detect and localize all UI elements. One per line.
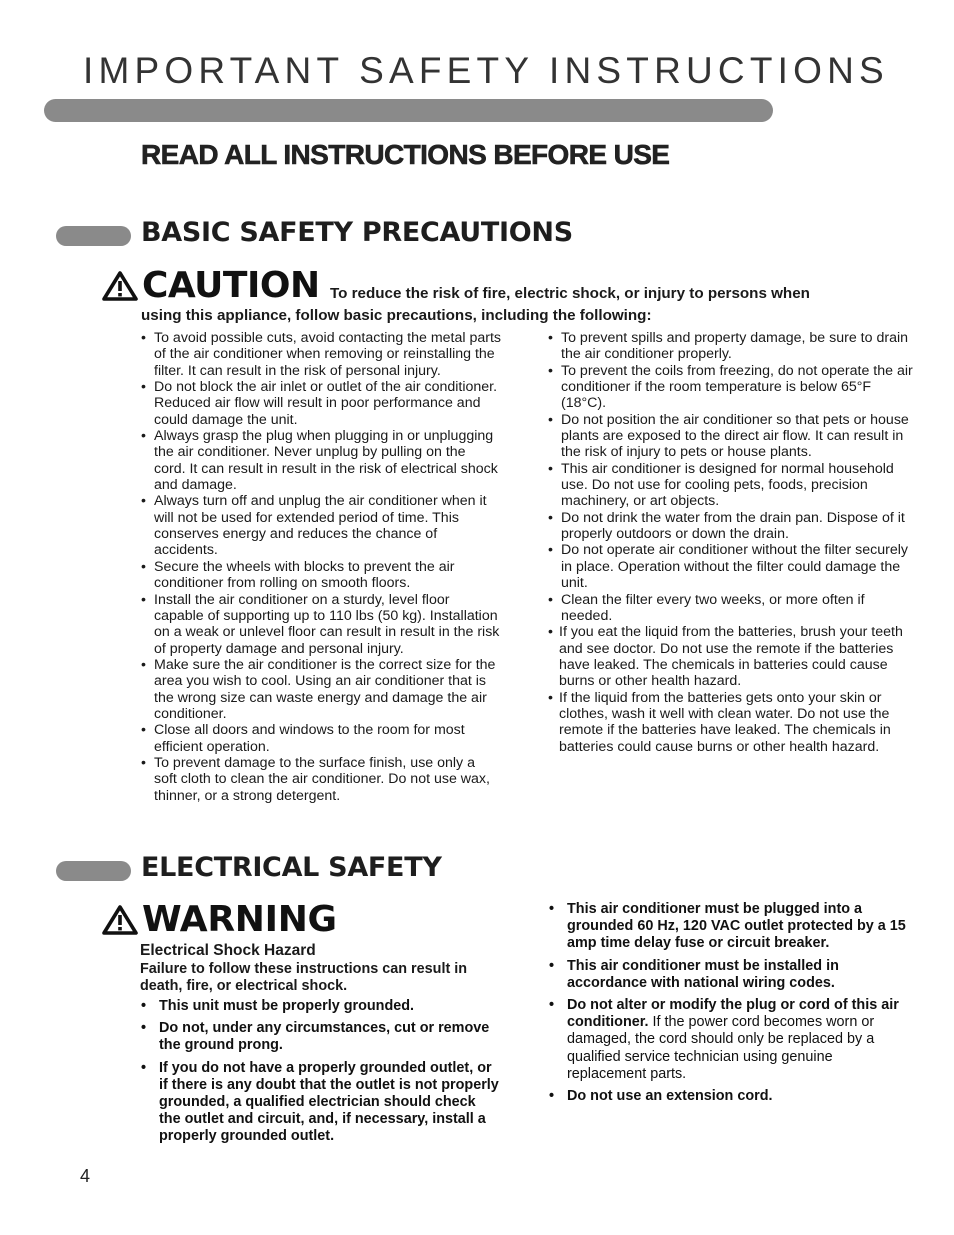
caution-label: CAUTION (142, 265, 320, 306)
hazard-description: Failure to follow these instructions can result in death, fire, or electrical shock. (140, 961, 468, 994)
electrical-safety-heading: ELECTRICAL SAFETY (141, 852, 442, 883)
list-item: • Close all doors and windows to the room for most efficient operation. (141, 722, 501, 755)
electrical-left-list (139, 998, 499, 1151)
list-item: • Always grasp the plug when plugging in or unplugging the air conditioner. Never unplug by pulling on the cord. It can result in result in the risk of electrical shock and damage. (141, 428, 501, 493)
read-all-heading: READ ALL INSTRUCTIONS BEFORE USE (141, 139, 670, 170)
list-item: • Do not use an extension cord. (547, 1088, 907, 1105)
list-item: • To avoid possible cuts, avoid contacting the metal parts of the air conditioner when removing or reinstalling the filter. It can result in the risk of personal injury. (141, 330, 501, 379)
caution-text-line-1: To reduce the risk of fire, electric shock, or injury to persons when (330, 285, 810, 302)
list-item: • To prevent damage to the surface finish, use only a soft cloth to clean the air conditioner. Do not use wax, thinner, or a strong detergent. (141, 755, 501, 804)
basic-precautions-right-list (548, 330, 913, 755)
list-item: • Always turn off and unplug the air conditioner when it will not be used for extended period of time. This conserves energy and reduces the chance of accidents. (141, 493, 501, 558)
caution-text-line-2: using this appliance, follow basic precautions, including the following: (141, 307, 652, 324)
list-item: • Do not, under any circumstances, cut or remove the ground prong. (139, 1020, 499, 1054)
list-item: • Clean the filter every two weeks, or more often if needed. (548, 592, 913, 625)
list-item: • This air conditioner is designed for normal household use. Do not use for cooling pets, foods, precision machinery, or art objects. (548, 461, 913, 510)
list-item: • Do not drink the water from the drain pan. Dispose of it properly outdoors or down the drain. (548, 510, 913, 543)
section-marker-electrical (56, 861, 131, 881)
section-marker-basic (56, 226, 131, 246)
caution-warning-triangle-icon (101, 270, 139, 302)
list-item: • Do not position the air conditioner so that pets or house plants are exposed to the direct air flow. It can result in the risk of injury to pets or house plants. (548, 412, 913, 461)
list-item: • This unit must be properly grounded. (139, 998, 499, 1015)
list-item-normal-text: If the power cord becomes worn or damaged, the cord should only be replaced by a qualified service technician using genuine replacement parts. (567, 1014, 875, 1082)
list-item (547, 997, 907, 1083)
basic-safety-heading: BASIC SAFETY PRECAUTIONS (141, 217, 573, 248)
list-item: • Secure the wheels with blocks to prevent the air conditioner from rolling on smooth floors. (141, 559, 501, 592)
page-number: 4 (80, 1166, 91, 1186)
list-item: • This air conditioner must be installed in accordance with national wiring codes. (547, 958, 907, 992)
list-item: • If you eat the liquid from the batteries, brush your teeth and see doctor. Do not use the remote if the batteries have leaked. The chemicals in batteries could cause burns or other health hazard. (548, 624, 913, 689)
list-item: • Make sure the air conditioner is the correct size for the area you wish to cool. Using an air conditioner that is the wrong size can waste energy and damage the air conditioner. (141, 657, 501, 722)
list-item: • If you do not have a properly grounded outlet, or if there is any doubt that the outlet is not properly grounded, a qualified electrician should check the outlet and circuit, and, if necessary, install a properly grounded outlet. (139, 1060, 499, 1146)
list-item: • If the liquid from the batteries gets onto your skin or clothes, wash it well with clean water. Do not use the remote if the batteries have leaked. The chemicals in batteries could cause burns or other health hazard. (548, 690, 913, 755)
electrical-right-list (547, 901, 907, 1110)
warning-label: WARNING (142, 899, 337, 940)
basic-precautions-left-list (141, 330, 501, 804)
list-item: • Install the air conditioner on a sturdy, level floor capable of supporting up to 110 lbs (50 kg). Installation on a weak or unlevel floor can result in result in the risk of property damage and personal injury. (141, 592, 501, 657)
title-divider-bar (44, 99, 773, 122)
list-item: • To prevent spills and property damage, be sure to drain the air conditioner properly. (548, 330, 913, 363)
list-item: • Do not operate air conditioner without the filter securely in place. Operation without the filter could damage the unit. (548, 542, 913, 591)
list-item: • To prevent the coils from freezing, do not operate the air conditioner if the room temperature is below 65°F (18°C). (548, 363, 913, 412)
page-title: IMPORTANT SAFETY INSTRUCTIONS (83, 50, 889, 91)
list-item-bold-text: Do not alter or modify the plug or cord of this air conditioner. (567, 997, 899, 1031)
list-item: • Do not block the air inlet or outlet of the air conditioner. Reduced air flow will result in poor performance and could damage the unit. (141, 379, 501, 428)
hazard-title: Electrical Shock Hazard (140, 942, 316, 959)
list-item: • This air conditioner must be plugged into a grounded 60 Hz, 120 VAC outlet protected by a 15 amp time delay fuse or circuit breaker. (547, 901, 907, 953)
warning-triangle-icon (101, 904, 139, 936)
